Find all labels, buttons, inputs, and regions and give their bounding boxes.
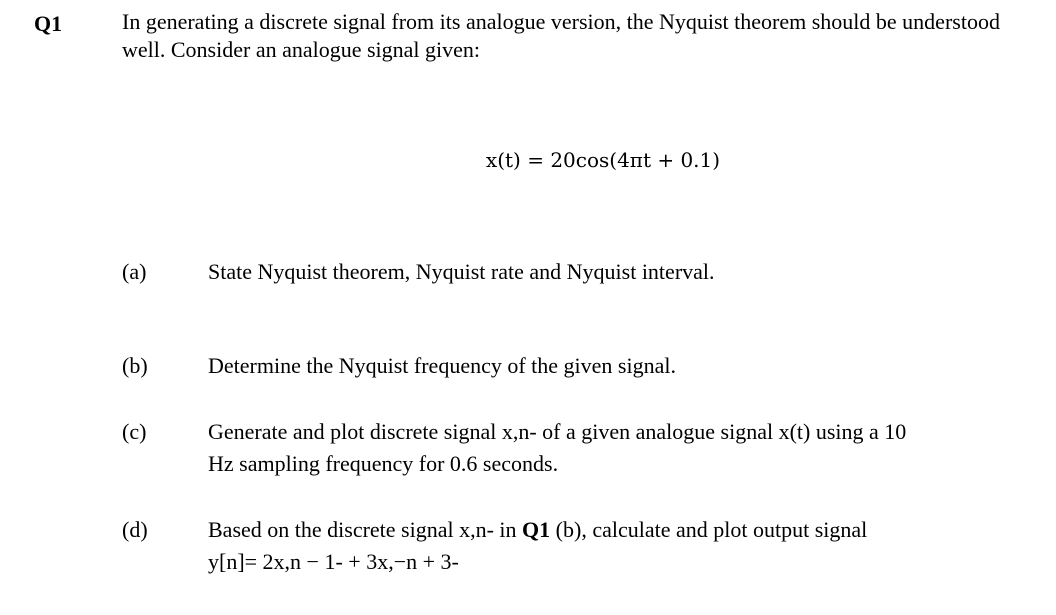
part-b-label: (b) — [122, 353, 148, 378]
part-d-text-before: Based on the discrete signal x,n- in — [208, 517, 523, 542]
equation-text: x(t) = 20cos(4πt + 0.1) — [485, 148, 721, 172]
part-c-label: (c) — [122, 419, 147, 444]
question-number: Q1 — [34, 11, 63, 36]
part-d-text — [208, 514, 998, 578]
part-d-text-bold: Q1 — [522, 517, 551, 542]
part-d-formula: y[n]= 2x,n − 1- + 3x,−n + 3- — [208, 549, 459, 575]
part-d-label: (d) — [122, 517, 148, 542]
part-d-text-after: (b), calculate and plot output signal — [550, 517, 868, 542]
part-c-text — [208, 416, 998, 480]
part-b-text: Determine the Nyquist frequency of the given signal. — [208, 353, 676, 378]
signal-equation — [0, 144, 1056, 176]
part-a-label: (a) — [122, 259, 147, 284]
part-c-line-2: Hz sampling frequency for 0.6 seconds. — [208, 451, 559, 477]
part-d-line-1 — [208, 514, 998, 546]
question-intro: In generating a discrete signal from its analogue version, the Nyquist theorem should be understood well. Consider an analogue signal given: — [122, 9, 1000, 63]
part-c-line-1: Generate and plot discrete signal x,n- of a given analogue signal x(t) using a 10 — [208, 419, 907, 444]
part-a-text: State Nyquist theorem, Nyquist rate and Nyquist interval. — [208, 259, 715, 284]
